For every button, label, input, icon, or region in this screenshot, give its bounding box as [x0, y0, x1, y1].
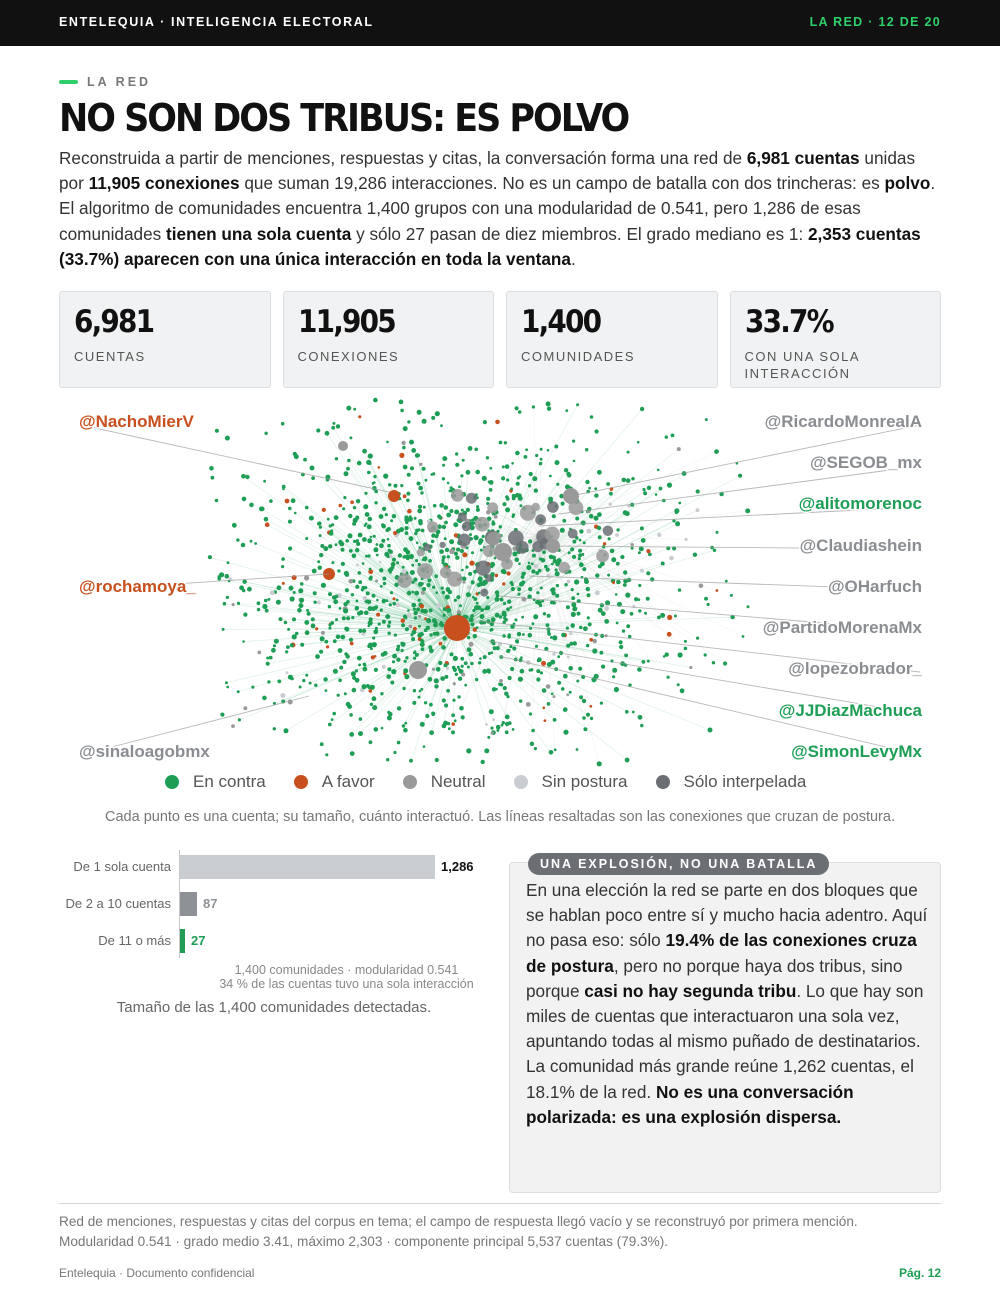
intro-segment: unidas por [59, 148, 916, 194]
intro-segment: . [570, 248, 576, 269]
hub-node [338, 441, 348, 451]
value-label: 87 [203, 896, 218, 911]
account-label: @sinaloagobmx [79, 742, 210, 761]
eyebrow-accent-bar [59, 80, 78, 84]
callout-text [526, 878, 931, 1130]
hub-node [444, 615, 470, 641]
stat-label: CON UNA SOLA INTERACCIÓN [744, 349, 860, 381]
intro-segment: 11,905 conexiones [88, 173, 240, 194]
legend-item [656, 772, 807, 792]
account-label: @alitomorenoc [798, 494, 922, 513]
intro-paragraph [59, 146, 944, 272]
network-graph-svg [59, 396, 941, 768]
stat-card [506, 291, 718, 388]
account-label: @NachoMierV [79, 412, 194, 431]
stat-label: COMUNIDADES [521, 349, 636, 364]
stat-label: CUENTAS [74, 349, 146, 364]
legend-swatch [165, 775, 179, 789]
page-title: NO SON DOS TRIBUS: ES POLVO [59, 96, 629, 140]
section-eyebrow [59, 75, 151, 89]
stat-value: 1,400 [521, 304, 601, 340]
community-size-chart [59, 850, 489, 1020]
section-indicator: LA RED · 12 DE 20 [809, 15, 941, 29]
account-label: @SimonLevyMx [791, 742, 922, 761]
hub-node [409, 661, 427, 679]
chart-row [59, 892, 489, 916]
account-label: @OHarfuch [827, 577, 922, 596]
stat-card [730, 291, 942, 388]
legend-swatch [294, 775, 308, 789]
legend-item [514, 772, 628, 792]
legend-item [165, 772, 266, 792]
top-header-bar [0, 0, 1000, 46]
intro-segment: Reconstruida a partir de menciones, respuestas y citas, la conversación forma una red de [59, 148, 747, 168]
callout-tag: UNA EXPLOSIÓN, NO UNA BATALLA [528, 853, 829, 875]
category-label: De 1 sola cuenta [73, 859, 171, 874]
stat-value: 6,981 [74, 304, 154, 340]
hub-node [388, 490, 400, 502]
footer-page-number: Pág. 12 [898, 1266, 941, 1280]
callout-segment: No es una conversación polarizada: es una explosión dispersa. [526, 1081, 854, 1127]
legend-label: Sin postura [541, 772, 628, 791]
stat-value: 33.7% [744, 304, 833, 340]
footnote-divider [59, 1203, 941, 1204]
label-leader-line [81, 425, 389, 492]
account-label: @lopezobrador_ [788, 659, 922, 678]
account-label: @RicardoMonrealA [764, 412, 922, 431]
callout-segment: , pero no porque haya dos tribus, sino porque [526, 955, 903, 1001]
callout-segment: 19.4% de las conexiones cruza de postura [526, 930, 917, 976]
chart-footnote-2: 34 % de las cuentas tuvo una sola interacción [219, 977, 474, 991]
legend-swatch [403, 775, 417, 789]
methodology-footnote: Red de menciones, respuestas y citas del corpus en tema; el campo de respuesta llegó vacío y se reconstruyó por primera mención. Modularidad 0.541 · grado medio 3.41, máximo 2,303 · componente principal 5,537 cuentas (79.3%). [59, 1214, 858, 1249]
legend-label: Neutral [430, 772, 486, 791]
callout-segment: casi no hay segunda tribu [584, 980, 797, 1001]
account-label: @SEGOB_mx [809, 453, 922, 472]
intro-segment: y sólo 27 pasan de diez miembros. El grado mediano es 1: [351, 223, 808, 244]
account-label: @PartidoMorenaMx [762, 618, 922, 637]
network-graph [59, 396, 941, 768]
callout-box [509, 857, 941, 1193]
category-label: De 2 a 10 cuentas [65, 896, 171, 911]
hub-node [494, 543, 512, 561]
network-legend [165, 772, 806, 792]
stats-row [59, 291, 941, 388]
bar [180, 855, 435, 879]
intro-segment: polvo [884, 173, 931, 194]
eyebrow-label: LA RED [87, 75, 152, 89]
value-label: 1,286 [441, 859, 474, 874]
legend-label: Sólo interpelada [683, 772, 807, 791]
footer-confidential: Entelequia · Documento confidencial [59, 1266, 255, 1280]
legend-label: A favor [321, 772, 375, 791]
bar [180, 929, 185, 953]
brand-label: ENTELEQUIA · INTELIGENCIA ELECTORAL [59, 15, 374, 29]
network-caption: Cada punto es una cuenta; su tamaño, cuánto interactuó. Las líneas resaltadas son las conexiones que cruzan de postura. [105, 809, 895, 825]
stat-label: CONEXIONES [297, 349, 400, 364]
legend-label: En contra [193, 772, 266, 791]
intro-segment: tienen una sola cuenta [166, 223, 352, 244]
bar [180, 892, 197, 916]
value-label: 27 [191, 933, 206, 948]
account-label: @Claudiashein [799, 536, 922, 555]
chart-row [59, 855, 489, 879]
stat-card [59, 291, 271, 388]
intro-segment: que suman 19,286 interacciones. No es un campo de batalla con dos trincheras: es [239, 173, 885, 194]
chart-caption: Tamaño de las 1,400 comunidades detectadas. [116, 999, 432, 1016]
account-label: @rochamoya_ [79, 577, 196, 596]
legend-item [294, 772, 375, 792]
callout-segment: En una elección la red se parte en dos bloques que se hablan poco entre sí y mucho hacia adentro. Aquí no pasa eso: sólo [526, 880, 928, 951]
stat-value: 11,905 [297, 304, 395, 340]
account-label: @JJDiazMachuca [778, 701, 922, 720]
legend-swatch [656, 775, 670, 789]
intro-segment: 6,981 cuentas [746, 148, 860, 168]
stat-card [283, 291, 495, 388]
category-label: De 11 o más [98, 933, 171, 948]
legend-item [403, 772, 486, 792]
chart-row [59, 929, 489, 953]
chart-footnote-1: 1,400 comunidades · modularidad 0.541 [234, 963, 459, 977]
intro-segment: 2,353 cuentas (33.7%) aparecen con una única interacción en toda la ventana [59, 223, 921, 269]
legend-swatch [514, 775, 528, 789]
callout-segment: . Lo que hay son miles de cuentas que interactuaron una sola vez, apuntando todas al mismo puñado de destinatarios. La comunidad más grande reúne 1,262 cuentas, el 18.1% de la red. [526, 980, 924, 1102]
intro-segment: . El algoritmo de comunidades encuentra 1,400 grupos con una modularidad de 0.541, pero 1,286 de esas comunidades [59, 173, 936, 244]
